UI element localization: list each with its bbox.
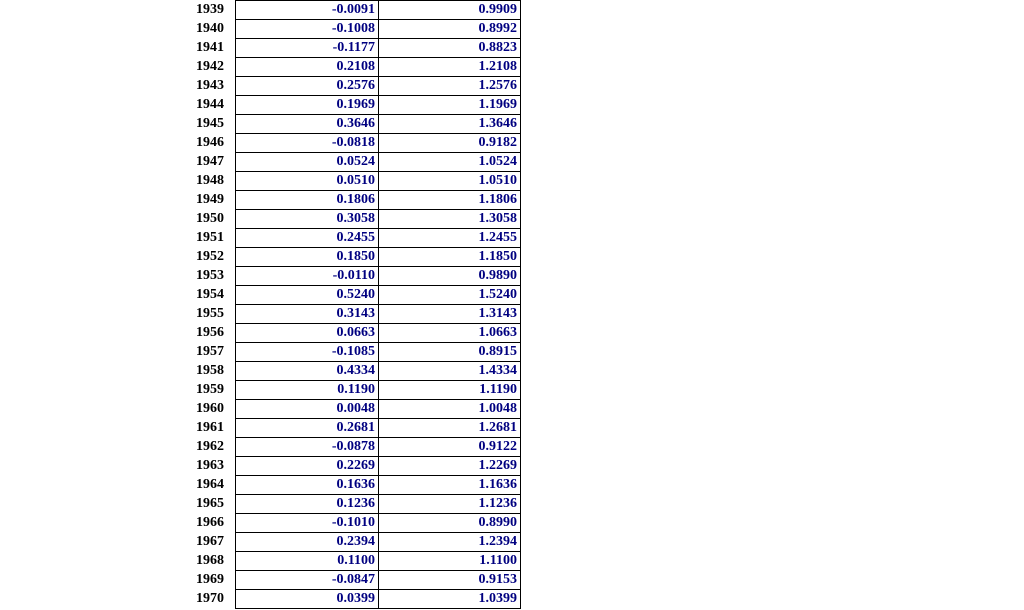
year-cell: 1959	[196, 382, 224, 397]
year-cell: 1948	[196, 173, 224, 188]
table-row	[190, 77, 521, 96]
year-cell: 1947	[196, 154, 224, 169]
year-cell: 1960	[196, 401, 224, 416]
table-row	[190, 438, 521, 457]
gross-return-cell: 0.8990	[379, 514, 521, 533]
year-cell: 1969	[196, 572, 224, 587]
year-cell: 1939	[196, 2, 224, 17]
year-cell: 1956	[196, 325, 224, 340]
year-cell: 1940	[196, 21, 224, 36]
gross-return-cell: 1.3143	[379, 305, 521, 324]
return-cell: 0.1636	[236, 476, 379, 495]
year-cell: 1961	[196, 420, 224, 435]
table-row	[190, 419, 521, 438]
year-cell: 1968	[196, 553, 224, 568]
year-cell: 1965	[196, 496, 224, 511]
return-cell: -0.0091	[236, 1, 379, 20]
table-row	[190, 153, 521, 172]
year-cell: 1951	[196, 230, 224, 245]
return-cell: 0.2576	[236, 77, 379, 96]
gross-return-cell: 0.9122	[379, 438, 521, 457]
table-row	[190, 39, 521, 58]
table-row	[190, 590, 521, 609]
year-cell: 1949	[196, 192, 224, 207]
gross-return-cell: 0.9182	[379, 134, 521, 153]
year-cell: 1970	[196, 591, 224, 606]
gross-return-cell: 0.9890	[379, 267, 521, 286]
gross-return-cell: 1.1190	[379, 381, 521, 400]
table-row	[190, 58, 521, 77]
gross-return-cell: 0.8992	[379, 20, 521, 39]
returns-table-body	[190, 1, 521, 609]
gross-return-cell: 1.5240	[379, 286, 521, 305]
gross-return-cell: 1.0399	[379, 590, 521, 609]
gross-return-cell: 1.4334	[379, 362, 521, 381]
year-cell: 1945	[196, 116, 224, 131]
table-row	[190, 343, 521, 362]
return-cell: -0.1085	[236, 343, 379, 362]
gross-return-cell: 1.2108	[379, 58, 521, 77]
return-cell: -0.0110	[236, 267, 379, 286]
return-cell: -0.0878	[236, 438, 379, 457]
gross-return-cell: 1.2576	[379, 77, 521, 96]
return-cell: 0.1100	[236, 552, 379, 571]
table-row	[190, 495, 521, 514]
year-cell: 1958	[196, 363, 224, 378]
year-cell: 1944	[196, 97, 224, 112]
year-cell: 1963	[196, 458, 224, 473]
return-cell: 0.3646	[236, 115, 379, 134]
gross-return-cell: 1.1806	[379, 191, 521, 210]
gross-return-cell: 1.2681	[379, 419, 521, 438]
gross-return-cell: 1.0524	[379, 153, 521, 172]
year-cell: 1946	[196, 135, 224, 150]
year-cell: 1952	[196, 249, 224, 264]
table-row	[190, 248, 521, 267]
gross-return-cell: 1.2394	[379, 533, 521, 552]
year-cell: 1953	[196, 268, 224, 283]
gross-return-cell: 1.0048	[379, 400, 521, 419]
year-cell: 1957	[196, 344, 224, 359]
return-cell: 0.1969	[236, 96, 379, 115]
return-cell: 0.3058	[236, 210, 379, 229]
year-cell: 1967	[196, 534, 224, 549]
gross-return-cell: 0.8915	[379, 343, 521, 362]
return-cell: 0.0048	[236, 400, 379, 419]
table-row	[190, 1, 521, 20]
gross-return-cell: 0.9153	[379, 571, 521, 590]
year-cell: 1954	[196, 287, 224, 302]
table-row	[190, 210, 521, 229]
table-row	[190, 514, 521, 533]
gross-return-cell: 1.3058	[379, 210, 521, 229]
year-cell: 1941	[196, 40, 224, 55]
return-cell: 0.0399	[236, 590, 379, 609]
table-row	[190, 533, 521, 552]
gross-return-cell: 1.3646	[379, 115, 521, 134]
return-cell: 0.4334	[236, 362, 379, 381]
return-cell: 0.2681	[236, 419, 379, 438]
return-cell: 0.2394	[236, 533, 379, 552]
returns-table	[190, 0, 521, 609]
return-cell: -0.1008	[236, 20, 379, 39]
year-cell: 1964	[196, 477, 224, 492]
return-cell: -0.0818	[236, 134, 379, 153]
gross-return-cell: 1.0663	[379, 324, 521, 343]
year-cell: 1962	[196, 439, 224, 454]
return-cell: 0.0524	[236, 153, 379, 172]
table-row	[190, 324, 521, 343]
table-row	[190, 552, 521, 571]
table-row	[190, 362, 521, 381]
return-cell: -0.0847	[236, 571, 379, 590]
return-cell: 0.2269	[236, 457, 379, 476]
table-row	[190, 191, 521, 210]
table-row	[190, 457, 521, 476]
year-cell: 1943	[196, 78, 224, 93]
gross-return-cell: 1.1636	[379, 476, 521, 495]
table-row	[190, 571, 521, 590]
table-row	[190, 305, 521, 324]
return-cell: 0.2108	[236, 58, 379, 77]
return-cell: -0.1010	[236, 514, 379, 533]
table-row	[190, 476, 521, 495]
table-row	[190, 20, 521, 39]
gross-return-cell: 1.2269	[379, 457, 521, 476]
gross-return-cell: 1.1100	[379, 552, 521, 571]
year-cell: 1966	[196, 515, 224, 530]
return-cell: -0.1177	[236, 39, 379, 58]
return-cell: 0.1190	[236, 381, 379, 400]
year-cell: 1942	[196, 59, 224, 74]
gross-return-cell: 0.9909	[379, 1, 521, 20]
gross-return-cell: 1.1969	[379, 96, 521, 115]
year-cell: 1950	[196, 211, 224, 226]
table-row	[190, 115, 521, 134]
gross-return-cell: 0.8823	[379, 39, 521, 58]
year-cell: 1955	[196, 306, 224, 321]
table-row	[190, 134, 521, 153]
return-cell: 0.0663	[236, 324, 379, 343]
return-cell: 0.1806	[236, 191, 379, 210]
return-cell: 0.2455	[236, 229, 379, 248]
return-cell: 0.1236	[236, 495, 379, 514]
gross-return-cell: 1.1850	[379, 248, 521, 267]
return-cell: 0.3143	[236, 305, 379, 324]
table-row	[190, 286, 521, 305]
table-row	[190, 96, 521, 115]
gross-return-cell: 1.0510	[379, 172, 521, 191]
table-row	[190, 381, 521, 400]
table-row	[190, 267, 521, 286]
return-cell: 0.0510	[236, 172, 379, 191]
gross-return-cell: 1.1236	[379, 495, 521, 514]
gross-return-cell: 1.2455	[379, 229, 521, 248]
returns-table-container	[190, 0, 521, 609]
table-row	[190, 400, 521, 419]
table-row	[190, 229, 521, 248]
return-cell: 0.1850	[236, 248, 379, 267]
table-row	[190, 172, 521, 191]
return-cell: 0.5240	[236, 286, 379, 305]
